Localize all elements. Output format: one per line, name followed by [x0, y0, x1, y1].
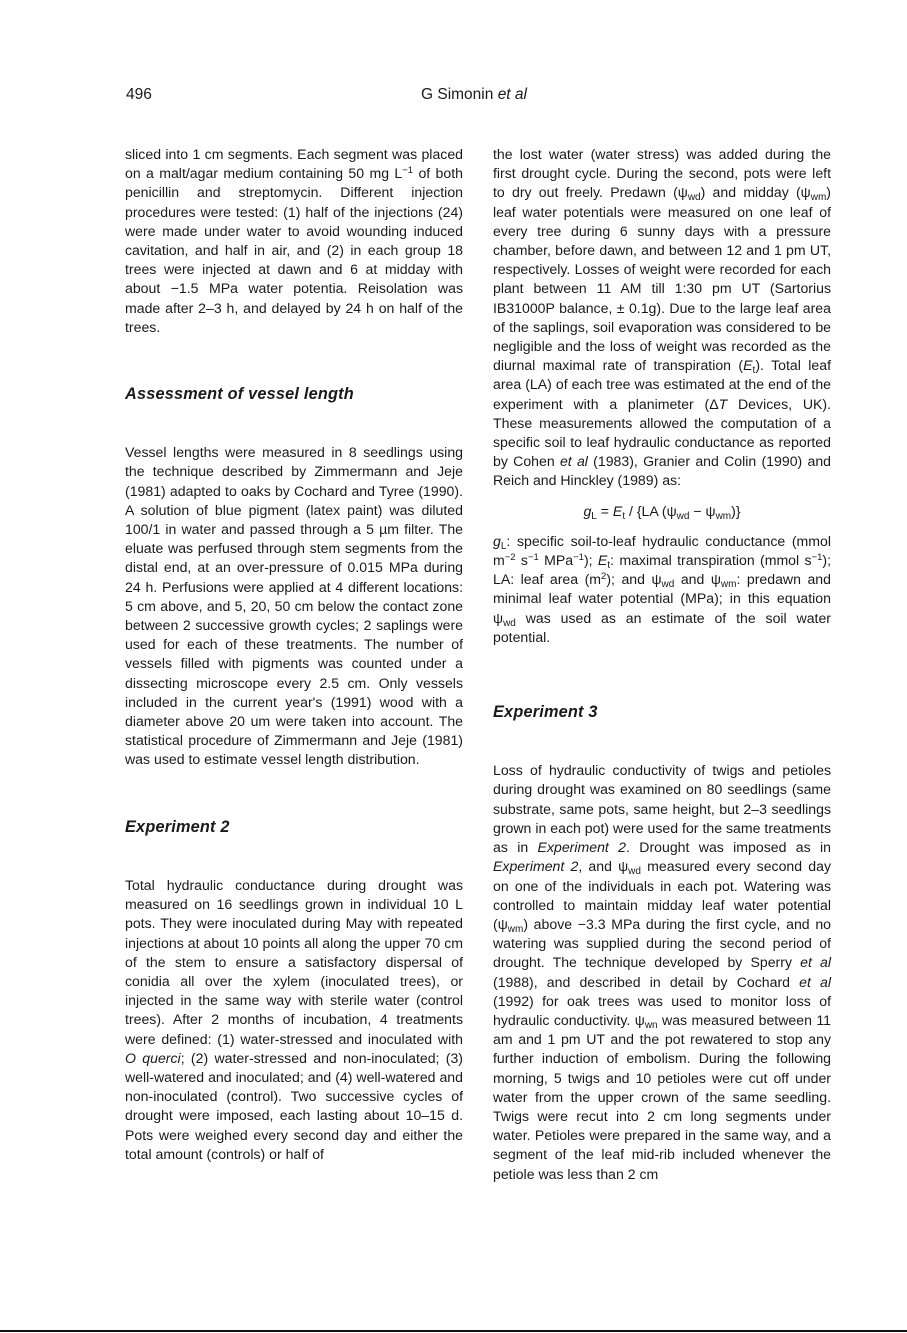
superscript: −1 — [527, 552, 539, 564]
superscript: 2 — [601, 571, 607, 583]
subscript: wd — [661, 579, 675, 591]
text-run: / {LA (ψ — [625, 502, 677, 519]
text-run: Total hydraulic conductance during drought was measured on 16 seedlings grown in individual 10 L pots. They were inoculated during May with repeated injections at about 10 points all along the upper 70 cm of the stem to ensure a satisfactory dispersal of conidia all over the xylem (inoculated trees), or injected in the same way with sterile water (control trees). After 2 months of incubation, 4 treatments were defined: (1) water-stressed and inoculated with — [125, 876, 463, 1047]
species-name: O querci — [125, 1049, 181, 1066]
running-head — [126, 86, 830, 108]
text-run: ); and ψ — [606, 571, 662, 588]
author-suffix: et al — [497, 86, 527, 103]
text-run: (1988), and described in detail by Cochard — [493, 973, 800, 990]
subscript: wd — [628, 866, 641, 878]
text-run: was used as an estimate of the soil water potential. — [493, 609, 831, 645]
text-run: = — [596, 502, 613, 519]
text-run: ) above −3.3 MPa during the first cycle, and no watering was supplied during the second period of drought. The technique developed by Sperry — [493, 915, 831, 971]
text-run: ); LA: leaf area (m — [493, 552, 831, 588]
text-run: ). Total leaf area (LA) of each tree was estimated at the end of the experiment with a planimeter (Δ — [493, 357, 831, 412]
experiment-2-paragraph — [125, 876, 463, 1164]
subscript: wd — [687, 192, 701, 204]
vessel-length-paragraph: Vessel lengths were measured in 8 seedlings using the technique described by Zimmermann and Jeje (1981) adapted to oaks by Cochard and Tyree (1990). A solution of blue pigment (latex paint) was diluted 100/1 in water and passed through a 5 µm filter. The eluate was perfused through stem segments from the distal end, at an over-pressure of 0.015 MPa during 24 h. Perfusions were applied at 4 different locations: 5 cm above, and 5, 20, 50 cm below the contact zone between 2 successive growth cycles; 2 saplings were used for each of these treatments. The number of vessels filled with pigments was counted under a dissecting microscope every 2.5 cm. Only vessels included in the current year's (1991) wood with a diameter above 20 um were taken into account. The statistical procedure of Zimmermann and Jeje (1981) was used to estimate vessel length distribution. — [125, 444, 463, 768]
page-bottom-edge — [0, 1330, 907, 1332]
text-run: the lost water (water stress) was added during the first drought cycle. During the second, pots were left to dry out freely. Predawn (ψ — [493, 146, 831, 201]
text-run: ) and midday (ψ — [700, 184, 811, 201]
symbol: E — [612, 502, 623, 519]
author-name: G Simonin — [421, 86, 494, 103]
subscript: wm — [720, 579, 737, 591]
text-run: )} — [731, 502, 741, 519]
text-run: − ψ — [689, 502, 716, 519]
superscript: −2 — [504, 552, 516, 564]
superscript: −1 — [573, 552, 584, 564]
subscript: wd — [503, 617, 516, 629]
superscript: −1 — [402, 165, 414, 177]
text-run: MPa — [538, 552, 574, 569]
subscript: L — [591, 510, 597, 522]
subscript: L — [500, 540, 507, 552]
text-run: and ψ — [674, 571, 721, 588]
heading-experiment-3: Experiment 3 — [493, 703, 598, 722]
subscript: t — [607, 560, 611, 572]
intro-paragraph — [125, 145, 463, 337]
symbol: T — [718, 395, 728, 412]
symbol: g — [493, 532, 501, 549]
section-reference: Experiment 2 — [493, 858, 579, 875]
definitions-paragraph — [493, 532, 831, 647]
superscript: −1 — [811, 552, 823, 564]
citation-etal: et al — [800, 954, 832, 971]
text-run: . Drought was imposed as in — [626, 839, 831, 856]
subscript: wn — [644, 1019, 658, 1031]
page-number: 496 — [126, 86, 152, 103]
text-run: Devices, UK). These measurements allowed the computation of a specific soil to leaf hydraulic conductance as reported by Cohen — [493, 395, 832, 470]
heading-experiment-2: Experiment 2 — [125, 817, 230, 836]
subscript: wm — [507, 923, 524, 935]
text-run: ; (2) water-stressed and non-inoculated; (3) well-watered and inoculated; and (4) well-watered and non-inoculated (control). Two successive cycles of drought were imposed, each lasting about 10–15 d. Pots were weighed every second day and either the total amount (controls) or half of — [125, 1049, 464, 1162]
subscript: t — [622, 510, 626, 522]
right-column — [493, 145, 831, 1184]
text-run: sliced into 1 cm segments. Each segment was placed on a malt/agar medium containing 50 mg L — [125, 146, 463, 182]
subscript: t — [752, 365, 756, 377]
continuation-paragraph — [493, 145, 831, 491]
citation-etal: et al — [799, 973, 831, 990]
subscript: wm — [810, 192, 827, 204]
text-run: (1992) for oak trees was used to monitor loss of hydraulic conductivity. ψ — [493, 992, 831, 1028]
text-run: s — [515, 552, 528, 569]
equation — [493, 502, 831, 521]
experiment-3-paragraph — [493, 761, 831, 1183]
subscript: wm — [715, 510, 732, 522]
running-author — [421, 86, 527, 104]
text-run: measured every second day on one of the individuals in each pot. Watering was controlled to maintain midday leaf water potential (ψ — [493, 858, 832, 932]
text-run: ); — [583, 552, 598, 569]
text-run: was measured between 11 am and 1 pm UT and the pot rewatered to stop any further induction of embolism. During the following morning, 5 twigs and 10 petioles were cut off under water from the upper crown of the same seedling. Twigs were recut into 2 cm long segments under water. Petioles were prepared in the same way, and a segment of the leaf mid-rib included whenever the petiole was less than 2 cm — [493, 1011, 831, 1182]
text-run: , and ψ — [578, 858, 629, 875]
text-run: : predawn and minimal leaf water potential (MPa); in this equation ψ — [493, 571, 831, 626]
text-run: Loss of hydraulic conductivity of twigs and petioles during drought was examined on 80 seedlings (same substrate, same pots, same height, but 2–3 seedlings grown in each pot) were used for the same treatments as in — [493, 762, 831, 856]
text-run: : maximal transpiration (mmol s — [610, 552, 812, 569]
left-column — [125, 145, 463, 1164]
symbol: g — [583, 502, 592, 519]
text-run: of both penicillin and streptomycin. Different injection procedures were tested: (1) half of the injections (24) were made under water to avoid wounding induced cavitation, and half in air, and (2) in each group 18 trees were injected at dawn and 6 at midday with about −1.5 MPa water potentia. Reisolation was made after 2–3 h, and delayed by 24 h on half of the trees. — [125, 165, 463, 335]
section-reference: Experiment 2 — [537, 839, 627, 856]
subscript: wd — [676, 510, 690, 522]
citation-etal: et al — [559, 453, 588, 470]
text-run: ) leaf water potentials were measured on one leaf of every tree during 6 sunny days with a pressure chamber, before dawn, and between 12 and 1 pm UT, respectively. Losses of weight were recorded for each plant between 11 AM till 1:30 pm UT (Sartorius IB31000P balance, ± 0.1g). Due to the large leaf area of the saplings, soil evaporation was considered to be negligible and the loss of weight was recorded as the diurnal maximal rate of transpiration ( — [493, 184, 831, 374]
symbol: E — [597, 552, 608, 569]
text-run: (1983), Granier and Colin (1990) and Reich and Hinckley (1989) as: — [493, 453, 832, 489]
heading-vessel-length: Assessment of vessel length — [125, 385, 354, 404]
symbol: E — [743, 357, 753, 374]
text-run: : specific soil-to-leaf hydraulic conductance (mmol m — [493, 532, 831, 569]
